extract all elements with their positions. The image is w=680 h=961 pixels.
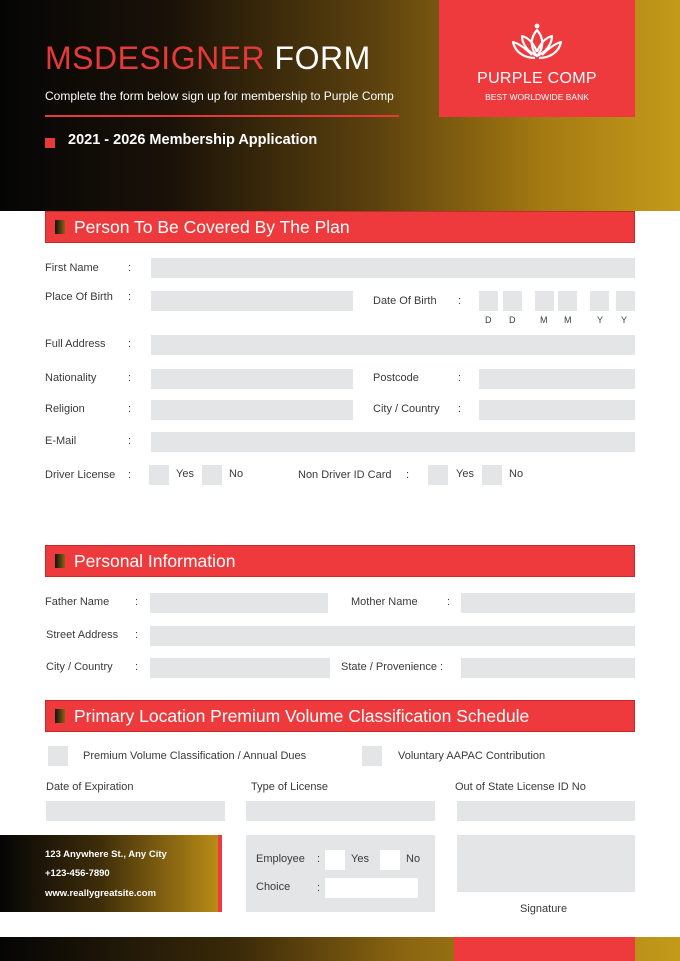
- mother-name-label: Mother Name: [351, 596, 418, 608]
- title-form: FORM: [274, 40, 371, 76]
- dob-letter: M: [540, 315, 548, 325]
- yes-label: Yes: [456, 468, 474, 480]
- religion-label: Religion: [45, 403, 85, 415]
- father-name-label: Father Name: [45, 596, 110, 608]
- colon: :: [128, 435, 132, 447]
- application-period: 2021 - 2026 Membership Application: [68, 132, 318, 148]
- premium-volume-label: Premium Volume Classification / Annual Dues: [83, 750, 307, 762]
- employee-label: Employee: [256, 853, 305, 865]
- out-of-state-license-label: Out of State License ID No: [455, 781, 586, 793]
- first-name-label: First Name: [45, 262, 99, 274]
- colon: :: [135, 661, 139, 673]
- mother-name-field[interactable]: [461, 593, 635, 613]
- section-marker-icon: [55, 220, 65, 234]
- email-label: E-Mail: [45, 435, 77, 447]
- section-marker-icon: [55, 554, 65, 568]
- colon: :: [128, 469, 132, 481]
- postcode-field[interactable]: [479, 369, 635, 389]
- full-address-field[interactable]: [151, 335, 635, 355]
- city-country-label: City / Country: [373, 403, 440, 415]
- choice-label: Choice: [256, 881, 291, 893]
- street-address-field[interactable]: [150, 626, 635, 646]
- no-label: No: [406, 853, 421, 865]
- father-name-field[interactable]: [150, 593, 328, 613]
- driver-license-no-checkbox[interactable]: [202, 465, 222, 485]
- colon: :: [128, 403, 132, 415]
- bullet-square-icon: [45, 138, 55, 148]
- dob-day-2-field[interactable]: [503, 291, 522, 311]
- non-driver-id-yes-checkbox[interactable]: [428, 465, 448, 485]
- dob-year-1-field[interactable]: [590, 291, 609, 311]
- colon: :: [447, 596, 451, 608]
- section-personal-info-header: [45, 545, 635, 577]
- date-of-expiration-label: Date of Expiration: [46, 781, 134, 793]
- religion-field[interactable]: [151, 400, 353, 420]
- no-label: No: [229, 468, 244, 480]
- colon: :: [135, 596, 139, 608]
- date-of-expiration-field[interactable]: [46, 801, 225, 821]
- colon: :: [458, 295, 462, 307]
- colon: :: [128, 372, 132, 384]
- first-name-field[interactable]: [151, 258, 635, 278]
- date-of-birth-label: Date Of Birth: [373, 295, 437, 307]
- street-address-label: Street Address: [46, 629, 119, 641]
- non-driver-id-label: Non Driver ID Card: [298, 469, 392, 481]
- dob-year-2-field[interactable]: [616, 291, 635, 311]
- yes-label: Yes: [176, 468, 194, 480]
- colon: :: [458, 372, 462, 384]
- voluntary-contribution-label: Voluntary AAPAC Contribution: [398, 750, 546, 762]
- footer-phone: +123-456-7890: [45, 868, 110, 879]
- dob-letter: M: [564, 315, 572, 325]
- place-of-birth-field[interactable]: [151, 291, 353, 311]
- signature-box[interactable]: [457, 835, 635, 892]
- place-of-birth-label: Place Of Birth: [45, 291, 113, 303]
- section-title: Personal Information: [74, 551, 236, 571]
- city-country-field[interactable]: [150, 658, 330, 678]
- email-field[interactable]: [151, 432, 635, 452]
- full-address-label: Full Address: [45, 338, 106, 350]
- form-title: [45, 40, 371, 77]
- dob-letter: D: [485, 315, 492, 325]
- non-driver-id-no-checkbox[interactable]: [482, 465, 502, 485]
- choice-input[interactable]: [325, 878, 418, 898]
- colon: :: [128, 291, 132, 303]
- type-of-license-field[interactable]: [246, 801, 435, 821]
- signature-label: Signature: [520, 903, 568, 915]
- driver-license-label: Driver License: [45, 469, 116, 481]
- postcode-label: Postcode: [373, 372, 419, 384]
- form-subtitle: Complete the form below sign up for membership to Purple Comp: [45, 89, 394, 103]
- voluntary-contribution-checkbox[interactable]: [362, 746, 382, 766]
- colon: :: [317, 882, 321, 894]
- lotus-icon: [510, 22, 564, 66]
- colon: :: [128, 338, 132, 350]
- out-of-state-license-field[interactable]: [457, 801, 635, 821]
- colon: :: [128, 262, 132, 274]
- driver-license-yes-checkbox[interactable]: [149, 465, 169, 485]
- logo-tagline: BEST WORLDWIDE BANK: [485, 92, 589, 102]
- type-of-license-label: Type of License: [251, 781, 329, 793]
- colon: :: [317, 853, 321, 865]
- logo-name: PURPLE COMP: [477, 70, 597, 87]
- section-title: Person To Be Covered By The Plan: [74, 217, 350, 237]
- section-title: Primary Location Premium Volume Classification Schedule: [74, 706, 530, 726]
- no-label: No: [509, 468, 524, 480]
- footer-accent-stripe: [218, 835, 222, 912]
- state-field[interactable]: [461, 658, 635, 678]
- title-brand: MSDESIGNER: [45, 40, 266, 76]
- title-divider: [45, 115, 399, 117]
- city-country-field[interactable]: [479, 400, 635, 420]
- city-country-label: City / Country: [46, 661, 113, 673]
- dob-month-2-field[interactable]: [558, 291, 577, 311]
- employee-yes-checkbox[interactable]: [325, 850, 345, 870]
- section-marker-icon: [55, 709, 65, 723]
- colon: :: [135, 629, 139, 641]
- dob-month-1-field[interactable]: [535, 291, 554, 311]
- section-classification-header: [45, 700, 635, 732]
- colon: :: [406, 469, 410, 481]
- yes-label: Yes: [351, 853, 369, 865]
- premium-volume-checkbox[interactable]: [48, 746, 68, 766]
- nationality-label: Nationality: [45, 372, 97, 384]
- state-label: State / Provenience :: [341, 661, 444, 673]
- nationality-field[interactable]: [151, 369, 353, 389]
- dob-letter: Y: [621, 315, 628, 325]
- colon: :: [458, 403, 462, 415]
- employee-no-checkbox[interactable]: [380, 850, 400, 870]
- footer-website[interactable]: www.reallygreatsite.com: [45, 888, 157, 899]
- dob-letter: D: [509, 315, 516, 325]
- section-person-covered-header: [45, 211, 635, 243]
- footer-address: 123 Anywhere St., Any City: [45, 849, 167, 860]
- employee-choice-box: [246, 835, 435, 912]
- dob-letter: Y: [597, 315, 604, 325]
- bottom-red-block: [454, 937, 635, 961]
- dob-day-1-field[interactable]: [479, 291, 498, 311]
